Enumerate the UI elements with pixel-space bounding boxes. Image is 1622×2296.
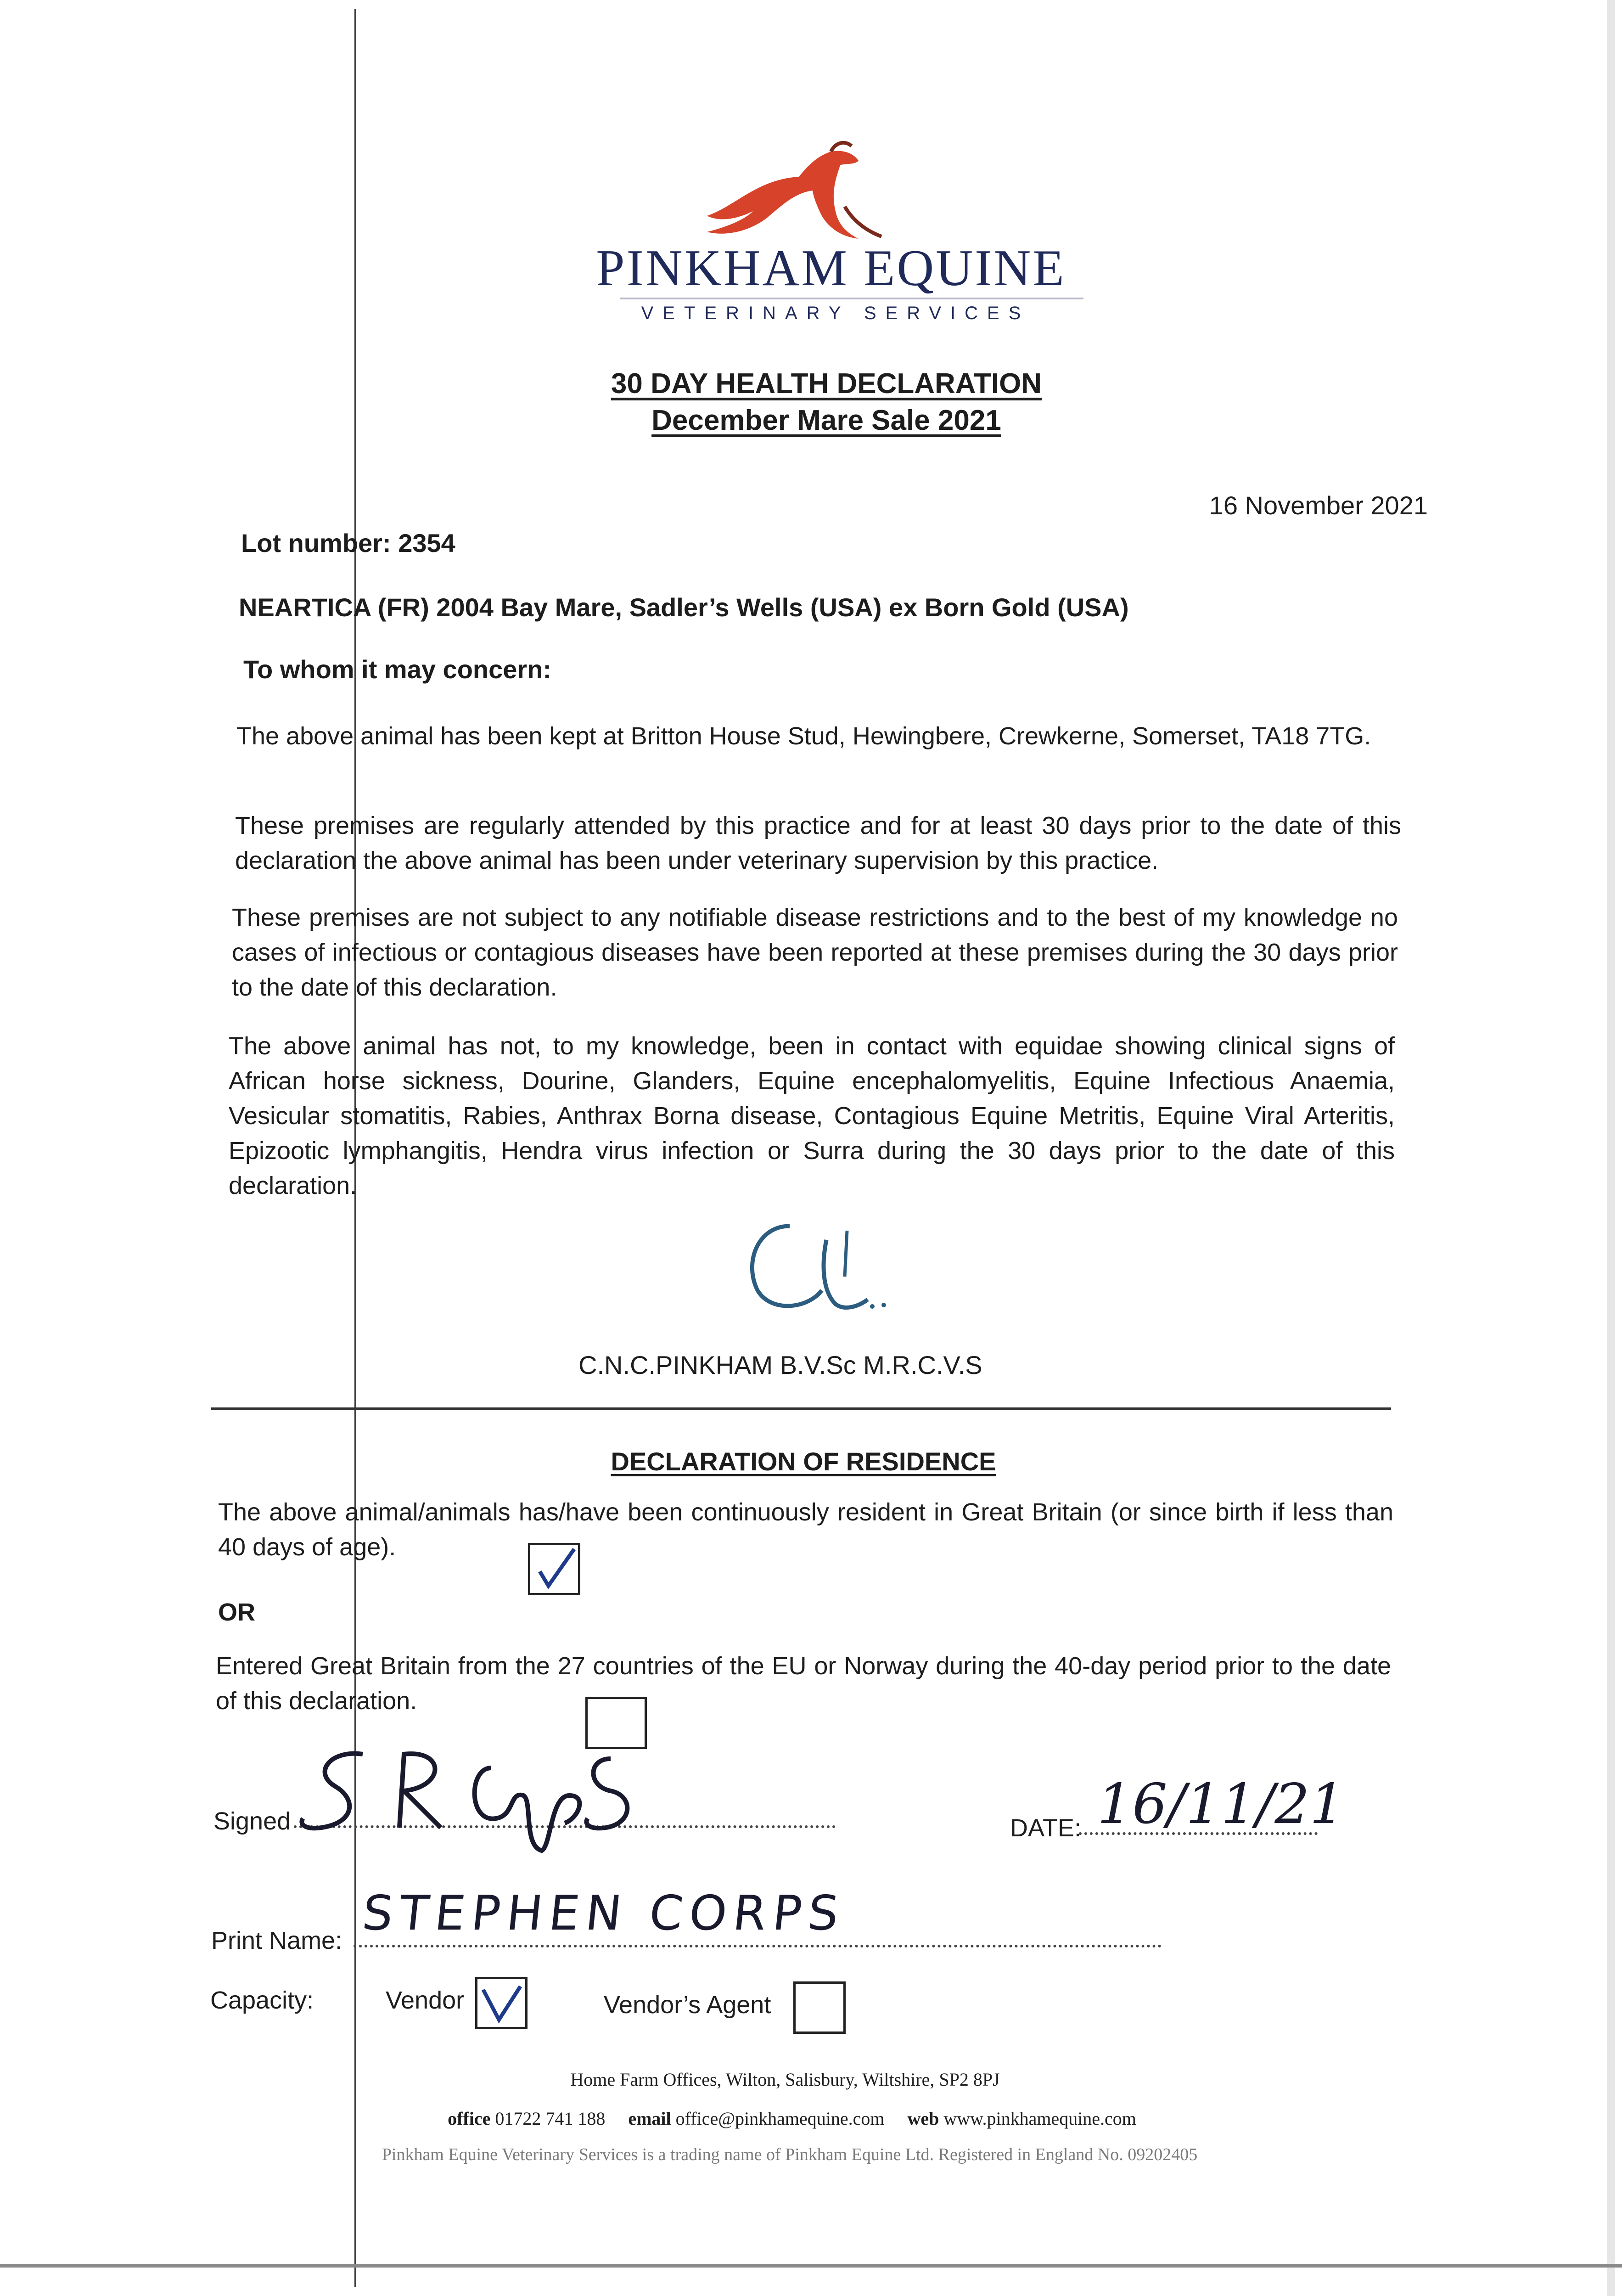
date-label: DATE: (1010, 1814, 1082, 1842)
lot-label: Lot number: (241, 529, 391, 557)
paragraph-premises: The above animal has been kept at Britton House Stud, Hewingbere, Crewkerne, Somerset, TA18 7TG. (236, 722, 1371, 750)
web-address: www.pinkhamequine.com (943, 2108, 1136, 2129)
footer-contacts (321, 2108, 1263, 2129)
residence-option-entered: Entered Great Britain from the 27 countries of the EU or Norway during the 40-day period prior to the date of this declaration. (216, 1652, 1391, 1715)
footer-address: Home Farm Offices, Wilton, Salisbury, Wiltshire, SP2 8PJ (570, 2069, 1000, 2090)
lot-value: 2354 (398, 529, 455, 557)
vendors-agent-label: Vendor’s Agent (604, 1991, 771, 2019)
email-address: office@pinkhamequine.com (675, 2108, 885, 2129)
web-label: web (907, 2108, 939, 2129)
vet-signatory-name: C.N.C.PINKHAM B.V.Sc M.R.C.V.S (578, 1351, 982, 1379)
date-handwritten: 16/11/21 (1097, 1773, 1345, 1836)
paragraph-restrictions: These premises are not subject to any notifiable disease restrictions and to the best of my knowledge no cases of infectious or contagious diseases have been reported at these premises during the 30 days prior to the date of this declaration. (232, 904, 1398, 1001)
residence-continuous-checkbox[interactable] (528, 1543, 580, 1595)
salutation: To whom it may concern: (243, 655, 552, 684)
brand-tagline: VETERINARY SERVICES (641, 303, 1030, 323)
capacity-label: Capacity: (210, 1986, 314, 2014)
paragraph-contact: The above animal has not, to my knowledge, been in contact with equidae showing clinical signs of African horse sickness, Dourine, Glanders, Equine encephalomyelitis, Equine Infectious Anaemia, Vesicular stomatitis, Rabies, Anthrax Borna disease, Contagious Equine Metritis, Equine Viral Arteritis, Epizootic lymphangitis, Hendra virus infection or Surra during the 30 days prior to the date of this declaration. (229, 1032, 1395, 1199)
vendor-signature (294, 1736, 643, 1855)
scan-edge (1607, 0, 1615, 2296)
horse-description: NEARTICA (FR) 2004 Bay Mare, Sadler’s Wells (USA) ex Born Gold (USA) (239, 593, 1129, 622)
brand-divider (620, 298, 1083, 299)
email-label: email (628, 2108, 671, 2129)
residence-option-continuous: The above animal/animals has/have been continuously resident in Great Britain (or since birth if less than 40 days of age). (218, 1498, 1393, 1561)
document-subtitle: December Mare Sale 2021 (651, 405, 1001, 436)
office-label: office (448, 2108, 491, 2129)
section-divider (211, 1407, 1391, 1410)
vendors-agent-checkbox[interactable] (793, 1981, 846, 2034)
print-name-label: Print Name: (211, 1927, 342, 1954)
vendor-label: Vendor (386, 1986, 465, 2014)
vendor-checkbox[interactable] (475, 1977, 528, 2029)
signed-label: Signed (213, 1807, 291, 1835)
document-date: 16 November 2021 (1209, 491, 1428, 520)
footer-legal: Pinkham Equine Veterinary Services is a trading name of Pinkham Equine Ltd. Registered in England No. 09202405 (382, 2145, 1198, 2164)
office-phone: 01722 741 188 (495, 2108, 606, 2129)
lot-number (241, 528, 455, 558)
checkmark-icon (530, 1545, 578, 1593)
paragraph-supervision: These premises are regularly attended by this practice and for at least 30 days prior to the date of this declaration the above animal has been under veterinary supervision by this practice. (235, 812, 1401, 874)
checkmark-icon (477, 1979, 525, 2027)
or-label: OR (218, 1598, 255, 1626)
print-name-handwritten: STEPHEN CORPS (359, 1885, 848, 1941)
scan-bottom-edge (0, 2264, 1622, 2268)
brand-name: PINKHAM EQUINE (596, 240, 1066, 297)
document-title: 30 DAY HEALTH DECLARATION (611, 368, 1042, 400)
residence-title: DECLARATION OF RESIDENCE (611, 1447, 996, 1476)
print-name-line (354, 1945, 1162, 1947)
vet-signature (730, 1199, 904, 1336)
